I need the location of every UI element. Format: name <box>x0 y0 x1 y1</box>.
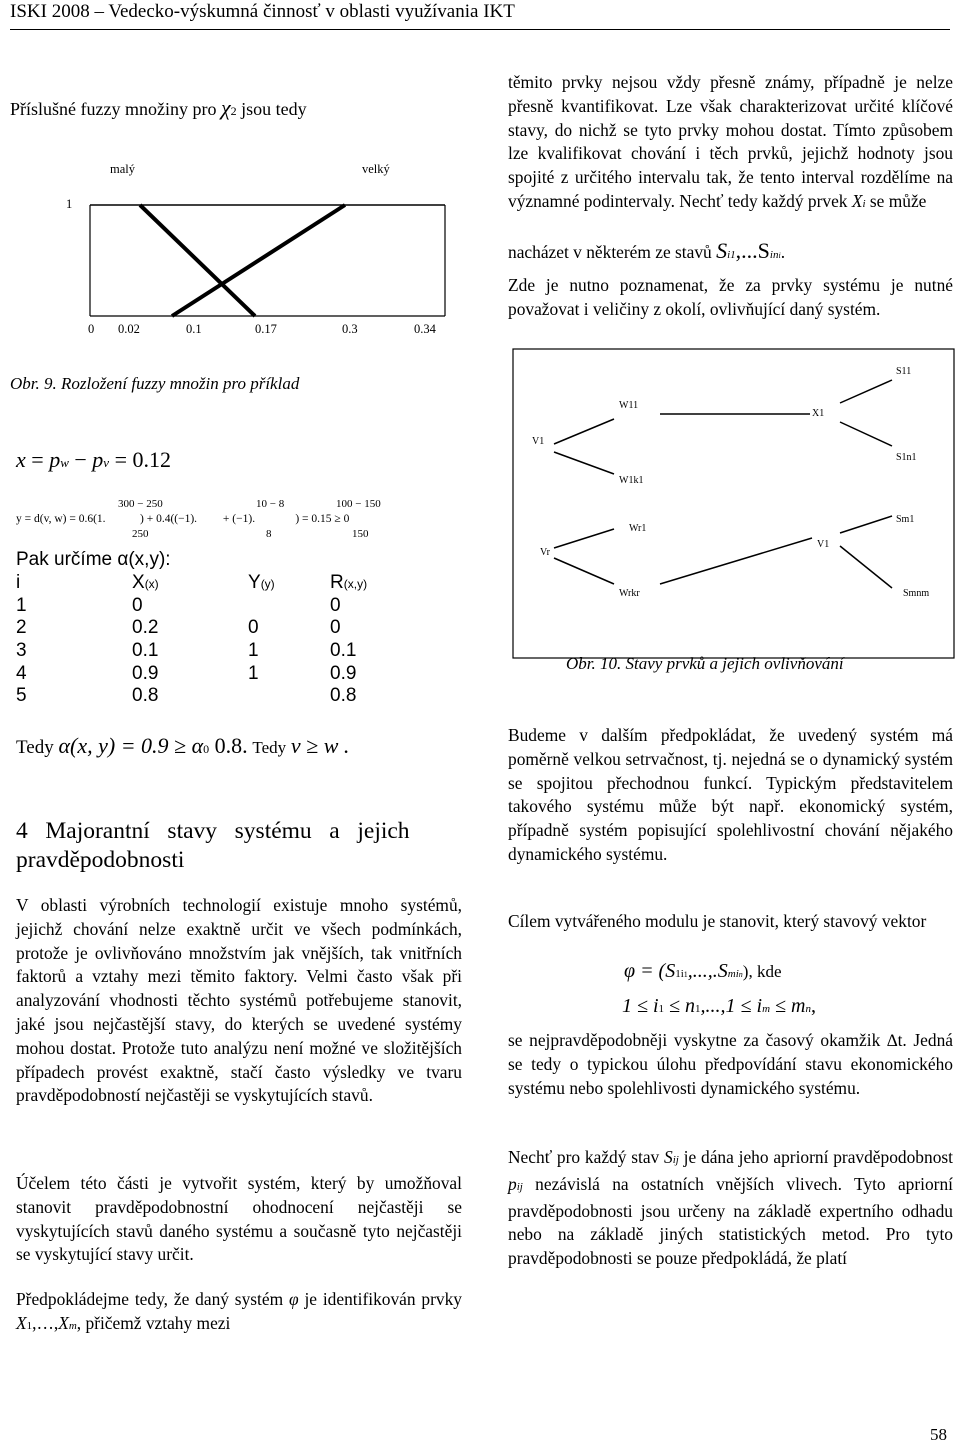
fuzzy-sets-plot <box>0 0 480 320</box>
node-sm1: Sm1 <box>896 514 915 525</box>
fig10-caption: Obr. 10. Stavy prvků a jejich ovlivňování <box>566 654 844 673</box>
table-header-y: Y(y) <box>248 572 275 594</box>
table-header-row <box>16 572 450 595</box>
right-paragraph-5: se nejpravděpodobněji vyskytne za časový okamžik ∆t. Jedná se tedy o typickou úlohu předpovídání stavu ekonomického systému nebo spolehlivosti dynamického systému. <box>508 1030 953 1098</box>
fuzzy-x-tick-0: 0 <box>88 322 95 336</box>
table-row: 2 0.2 0 0 <box>16 617 341 639</box>
table-header-x: X(x) <box>132 572 159 594</box>
table-row: 5 0.8 0.8 <box>16 685 357 707</box>
formula-y-den1: 250 <box>132 528 149 540</box>
fuzzy-x-tick-1: 0.02 <box>118 322 140 336</box>
table-row: 1 0 0 <box>16 594 341 616</box>
formula-x: x = pw − pv = 0.12 <box>16 447 171 472</box>
node-wrkr: Wrkr <box>619 588 640 599</box>
right-paragraph-3: Budeme v dalším předpokládat, že uvedený systém má poměrně velkou setrvačnost, tj. nejedná se o dynamický systém se spojitou přechodnou funkcí. Typickým představitelem takového systému může být např. ekonomický systém, případně systém popisující spolehlivostní chování nějakého dynamického systému. <box>508 725 953 864</box>
fuzzy-label-small: malý <box>110 162 135 176</box>
fuzzy-x-tick-5: 0.34 <box>414 322 436 336</box>
table-row: 4 0.9 1 0.9 <box>16 662 357 684</box>
formula-y-main: y = d(v, w) = 0.6(1. ) + 0.4((−1). + (−1). ) = 0.15 ≥ 0 <box>16 513 350 525</box>
node-v1-top: V1 <box>532 436 545 447</box>
node-w11: W11 <box>619 400 639 411</box>
section4-paragraph-1: V oblasti výrobních technologií existuje mnoho systémů, jejichž chování nelze exaktně určit ve všech podmínkách, protože je ovlivňováno množstvím jak vnějších, tak vnitřních faktorů a vztahy mezi těmito faktory. Velmi často však při analyzování vhodnosti těchto systémů potřebujeme stanovit, jaké jsou nejčastější stavy, do kterých se uvedené systémy mohou dostat. Protože tuto analýzu není možné ve složitějších případech provést exaktně, stačí často výsledky ve tvaru pravděpodobností nejčastěji se vyskytujících stavů. <box>16 895 462 1106</box>
table-header-r: R(x,y) <box>330 572 368 594</box>
node-wr1: Wr1 <box>629 523 647 534</box>
node-v1-bottom: V1 <box>817 539 830 550</box>
page-number: 58 <box>930 1425 947 1444</box>
right-paragraph-2: Zde je nutno poznamenat, že za prvky systému je nutné považovat i veličiny z okolí, ovlivňující daný systém. <box>508 275 953 319</box>
chi-symbol: χ <box>220 95 231 120</box>
table-title: Pak určíme α(x,y): <box>16 549 171 570</box>
right-paragraph-1: těmito prvky nejsou vždy přesně známy, případně je nelze přesně kvantifikovat. Lze však charakterizovat určité klíčové stavy, do nichž se tyto prvky mohou dostat. Tímto způsobem lze kvalifikovat chování i těch prvků, jejichž hodnoty jsou spojité z určitého intervalu tak, že tento interval rozdělíme na významné podintervaly. Nechť tedy každý prvek Xi se může <box>508 72 953 211</box>
fuzzy-x-tick-2: 0.1 <box>186 322 202 336</box>
running-header: ISKI 2008 – Vedecko-výskumná činnosť v oblasti využívania IKT <box>10 1 515 22</box>
conclusion-line: Tedy α(x, y) = 0.9 ≥ α0 0.8. Tedy v ≥ w . <box>16 733 350 758</box>
node-w1k1: W1k1 <box>619 475 644 486</box>
fig9-caption: Obr. 9. Rozložení fuzzy množin pro příklad <box>10 374 300 393</box>
alpha-table <box>16 572 450 708</box>
formula-y-den3: 150 <box>352 528 369 540</box>
formula-y-den2: 8 <box>266 528 272 540</box>
node-vr: Vr <box>540 547 550 558</box>
node-s1n1: S1n1 <box>896 452 917 463</box>
node-smnm: Smnm <box>903 588 930 599</box>
fuzzy-x-tick-4: 0.3 <box>342 322 358 336</box>
fuzzy-x-tick-3: 0.17 <box>255 322 277 336</box>
state-vector-formula: φ = (S1i1,...,.Smin), kde <box>624 960 782 982</box>
section4-heading: 4 Majorantní stavy systému a jejich pravděpodobnosti <box>16 818 410 873</box>
formula-y-num1: 300 − 250 <box>118 498 163 510</box>
node-x1: X1 <box>812 408 825 419</box>
formula-y-num3: 100 − 150 <box>336 498 381 510</box>
section4-paragraph-3: Předpokládejme tedy, že daný systém φ je identifikován prvky X1,…,Xm, přičemž vztahy mezi <box>16 1289 462 1333</box>
table-header-i: i <box>16 572 21 594</box>
fig9-intro: Příslušné fuzzy množiny pro χ2 jsou tedy <box>10 95 307 120</box>
fuzzy-label-big: velký <box>362 162 390 176</box>
states-diagram <box>512 348 956 660</box>
section4-paragraph-2: Účelem této části je vytvořit systém, který by umožňoval stanovit pravděpodobnostní ohodnocení nejčastěji se vyskytujících stavů daného systému a současně tyto nejčastěji se vyskytující stavy určit. <box>16 1173 462 1265</box>
right-paragraph-6: Nechť pro každý stav Sij je dána jeho apriorní pravděpodobnost pij nezávislá na ostatních vnějších vlivech. Tyto apriorní pravděpodobnosti jsou určeny na základě expertního odhadu nebo na základě jiných statistických metod. Pro tyto pravděpodobnosti se pouze předpokládá, že platí <box>508 1147 953 1269</box>
right-paragraph-4: Cílem vytvářeného modulu je stanovit, který stavový vektor <box>508 911 927 931</box>
formula-y-num2: 10 − 8 <box>256 498 285 510</box>
fuzzy-y-tick: 1 <box>66 197 73 211</box>
table-row: 3 0.1 1 0.1 <box>16 640 357 662</box>
right-states-line: nacházet v některém ze stavů Si1,...Sini. <box>508 238 786 263</box>
node-s11: S11 <box>896 366 912 377</box>
index-inequality: 1 ≤ i1 ≤ n1,...,1 ≤ im ≤ mn, <box>622 995 816 1017</box>
